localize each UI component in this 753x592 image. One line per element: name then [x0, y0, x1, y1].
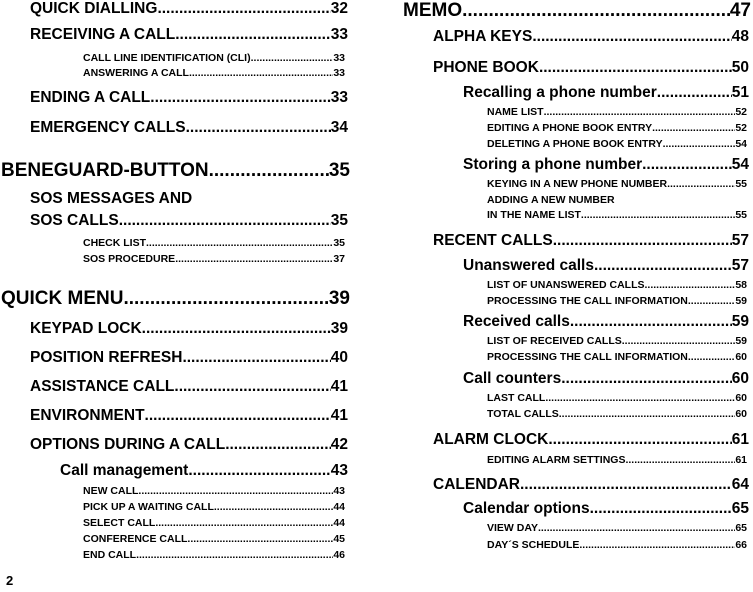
page-number: 2 [6, 573, 14, 588]
toc-entry: Calendar options ..... 65 [463, 500, 749, 518]
toc-entry: Call counters ..... 60 [463, 370, 749, 388]
toc-entry: SELECT CALL ..... 44 [83, 517, 345, 529]
toc-entry: SOS PROCEDURE ..... 37 [83, 253, 345, 265]
toc-entry: DAY´S SCHEDULE ..... 66 [487, 539, 747, 551]
toc-entry: NAME LIST ..... 52 [487, 106, 747, 118]
toc-entry: DELETING A PHONE BOOK ENTRY ..... 54 [487, 138, 747, 150]
toc-entry: ENDING A CALL ..... 33 [30, 89, 348, 107]
toc-entry: NEW CALL ..... 43 [83, 485, 345, 497]
toc-entry: POSITION REFRESH ..... 40 [30, 349, 348, 367]
toc-entry: RECEIVING A CALL ..... 33 [30, 26, 348, 44]
toc-entry: ALPHA KEYS ..... 48 [433, 28, 749, 46]
toc-entry: ANSWERING A CALL ..... 33 [83, 67, 345, 79]
toc-entry: PROCESSING THE CALL INFORMATION ..... 59 [487, 295, 747, 307]
toc-entry: TOTAL CALLS ..... 60 [487, 408, 747, 420]
toc-entry: KEYPAD LOCK ..... 39 [30, 320, 348, 338]
toc-entry: IN THE NAME LIST ..... 55 [487, 209, 747, 221]
toc-entry: EDITING A PHONE BOOK ENTRY ..... 52 [487, 122, 747, 134]
toc-chapter: BENEGUARD-BUTTON ..... 35 [1, 160, 350, 182]
toc-entry: SOS CALLS ..... 35 [30, 212, 348, 230]
toc-entry: ENVIRONMENT ..... 41 [30, 407, 348, 425]
toc-entry: LAST CALL ..... 60 [487, 392, 747, 404]
toc-chapter: MEMO ..... 47 [403, 0, 751, 22]
toc-chapter: QUICK MENU ..... 39 [1, 288, 350, 310]
toc-entry-line1: SOS MESSAGES AND [30, 190, 193, 207]
toc-entry: CONFERENCE CALL ..... 45 [83, 533, 345, 545]
toc-entry: Unanswered calls ..... 57 [463, 257, 749, 275]
toc-entry: LIST OF UNANSWERED CALLS ..... 58 [487, 279, 747, 291]
toc-entry: Recalling a phone number ..... 51 [463, 84, 749, 102]
toc-entry: PICK UP A WAITING CALL ..... 44 [83, 501, 345, 513]
toc-entry: KEYING IN A NEW PHONE NUMBER ..... 55 [487, 178, 747, 190]
toc-entry: ASSISTANCE CALL ..... 41 [30, 378, 348, 396]
toc-entry: CALENDAR ..... 64 [433, 476, 749, 494]
toc-entry-line1: ADDING A NEW NUMBER [487, 194, 615, 206]
toc-entry: CALL LINE IDENTIFICATION (CLI) ..... 33 [83, 52, 345, 64]
toc-entry: VIEW DAY ..... 65 [487, 522, 747, 534]
toc-entry: RECENT CALLS ..... 57 [433, 232, 749, 250]
toc-entry: ALARM CLOCK ..... 61 [433, 431, 749, 449]
toc-entry: LIST OF RECEIVED CALLS ..... 59 [487, 335, 747, 347]
toc-entry: PHONE BOOK ..... 50 [433, 59, 749, 77]
toc-entry: EMERGENCY CALLS ..... 34 [30, 119, 348, 137]
toc-entry: EDITING ALARM SETTINGS ..... 61 [487, 454, 747, 466]
toc-entry: Call management ..... 43 [60, 462, 348, 480]
toc-entry: CHECK LIST ..... 35 [83, 237, 345, 249]
toc-entry: PROCESSING THE CALL INFORMATION ..... 60 [487, 351, 747, 363]
toc-entry: QUICK DIALLING ..... 32 [30, 0, 348, 18]
toc-entry: OPTIONS DURING A CALL ..... 42 [30, 436, 348, 454]
toc-entry: Storing a phone number ..... 54 [463, 156, 749, 174]
toc-entry: Received calls ..... 59 [463, 313, 749, 331]
toc-entry: END CALL ..... 46 [83, 549, 345, 561]
